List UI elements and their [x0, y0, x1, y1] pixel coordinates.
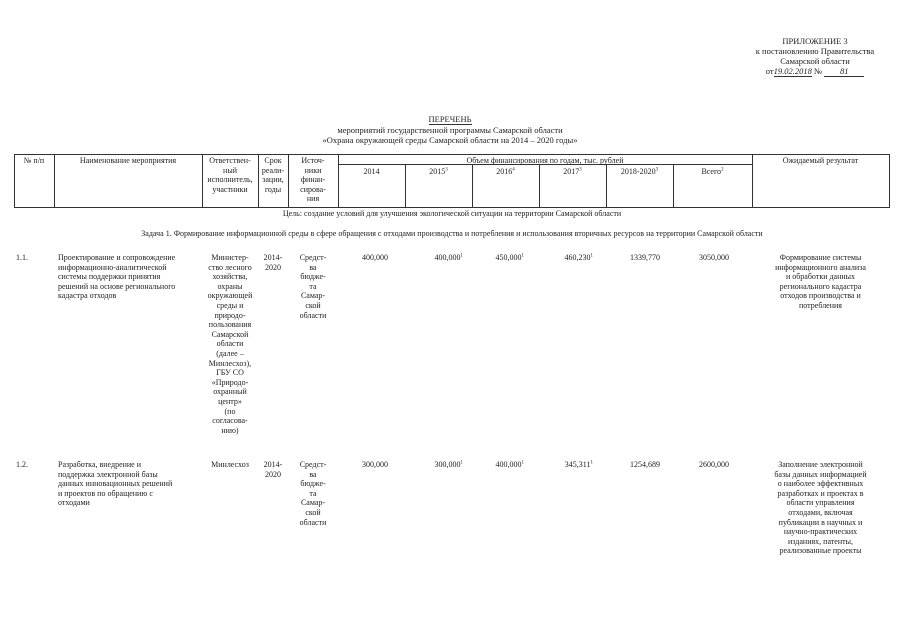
- source-line: ва: [309, 262, 317, 272]
- value-2017: [539, 460, 593, 470]
- resp-line: охраны: [217, 281, 243, 291]
- appendix-line2: Самарской области: [780, 56, 850, 66]
- value-2014: [338, 253, 388, 263]
- appendix-block: [735, 36, 895, 77]
- footnote-mark: 1: [521, 253, 524, 259]
- name-line: решений на основе регионального: [58, 281, 176, 291]
- resp-line: ство лесного: [208, 262, 252, 272]
- source-line: ской: [305, 507, 321, 517]
- source-line: Средст-: [299, 460, 327, 469]
- footnote-mark: 1: [590, 460, 593, 466]
- year-label: 2014: [363, 167, 380, 176]
- source-line: ва: [309, 469, 317, 479]
- row-responsible: [202, 253, 258, 435]
- name-line: кадастра отходов: [58, 291, 117, 301]
- header-term-l2: зации,: [262, 175, 284, 185]
- name-line: поддержка электронной базы: [58, 469, 158, 479]
- footnote-mark: 2: [721, 167, 724, 173]
- header-num: № п/п: [23, 156, 45, 165]
- header-year-total: [673, 167, 752, 177]
- result-line: информационного анализа: [775, 262, 866, 272]
- value-text: 2600,000: [699, 460, 729, 469]
- goal-line: Цель: создание условий для улучшения экологической ситуации на территории Самарской области: [282, 209, 622, 218]
- value-2016: [472, 253, 524, 263]
- appendix-date-line: [735, 66, 895, 77]
- row-num: 1.1.: [16, 253, 28, 262]
- date-value: 19.02.2018: [773, 66, 812, 76]
- header-name: Наименование мероприятия: [79, 156, 177, 165]
- header-responsible-l0: Ответствен-: [209, 156, 251, 165]
- resp-line: природо-: [214, 310, 246, 320]
- footnote-mark: 1: [460, 253, 463, 259]
- value-2017: [539, 253, 593, 263]
- source-line: области: [299, 517, 327, 527]
- header-funding: Объем финансирования по годам, тыс. рублей: [466, 156, 624, 165]
- term-line: 2020: [265, 262, 281, 272]
- value-text: 400,000: [495, 460, 522, 469]
- source-line: та: [309, 488, 317, 498]
- resp-line: окружающей: [207, 291, 253, 301]
- row-term: [258, 460, 288, 479]
- header-year-2016: [472, 167, 539, 177]
- result-line: реализованные проекты: [779, 546, 862, 556]
- footnote-mark: 1: [521, 460, 524, 466]
- header-responsible-l3: участники: [212, 184, 248, 194]
- resp-line: Самарской: [211, 329, 249, 339]
- header-source-l0: Источ-: [301, 156, 325, 165]
- value-2018-2020: [606, 460, 660, 470]
- header-year-2017: [539, 167, 606, 177]
- header-source-l2: финан-: [300, 175, 326, 185]
- title-line2: «Охрана окружающей среды Самарской области на 2014 – 2020 годы»: [322, 135, 578, 145]
- result-line: и обработки данных: [785, 272, 856, 282]
- resp-line: (по: [224, 406, 236, 416]
- term-line: 2020: [265, 469, 281, 479]
- value-text: 3050,000: [699, 253, 729, 262]
- footnote-mark: 4: [512, 167, 515, 173]
- footnote-mark: 3: [445, 167, 448, 173]
- header-source-l1: ники: [304, 165, 322, 175]
- header-source-l3: сирова-: [300, 184, 326, 194]
- resp-line: Минлесхоз),: [208, 358, 252, 368]
- resp-line: ГБУ СО: [216, 368, 244, 378]
- value-total: [673, 253, 729, 263]
- source-line: ской: [305, 300, 321, 310]
- resp-line: области: [216, 339, 244, 349]
- row-term: [258, 253, 288, 272]
- resp-line: «Природо-: [211, 377, 249, 387]
- value-2015: [405, 253, 463, 263]
- header-result: Ожидаемый результат: [782, 156, 859, 165]
- source-line: бюдже-: [300, 272, 326, 282]
- source-line: Самар-: [300, 291, 326, 301]
- result-line: области управления: [786, 498, 855, 508]
- name-line: данных инновационных решений: [58, 479, 173, 489]
- row-result: [752, 460, 889, 556]
- row-source: [288, 253, 338, 320]
- row-result: [752, 253, 889, 311]
- header-term-l0: Срок: [264, 156, 282, 165]
- result-line: потребления: [799, 300, 842, 310]
- header-year-2014: [338, 167, 405, 177]
- header-source: [288, 156, 338, 204]
- value-text: 300,000: [434, 460, 461, 469]
- number-label: №: [813, 66, 823, 76]
- year-label: 2016: [496, 167, 513, 176]
- resp-line: Министер-: [211, 253, 249, 262]
- header-responsible-l1: ный: [223, 165, 237, 175]
- row-num: 1.2.: [16, 460, 28, 469]
- name-line: Проектирование и сопровождение: [58, 253, 176, 262]
- result-line: Формирование системы: [779, 253, 862, 262]
- title-heading: ПЕРЕЧЕНЬ: [428, 114, 472, 124]
- row-responsible: [202, 460, 258, 470]
- footnote-mark: 3: [579, 167, 582, 173]
- value-text: 460,230: [564, 253, 591, 262]
- result-line: разработках и проектах в: [777, 488, 864, 498]
- title-line1: мероприятий государственной программы Самарской области: [337, 125, 563, 135]
- resp-line: среды и: [216, 300, 244, 310]
- name-line: системы поддержки принятия: [58, 272, 161, 282]
- header-year-2015: [405, 167, 472, 177]
- resp-line: нию): [221, 425, 239, 435]
- value-text: 1339,770: [630, 253, 660, 262]
- name-line: и проектов по обращению с: [58, 488, 153, 498]
- header-source-l4: ния: [306, 194, 320, 204]
- header-term: [258, 156, 288, 194]
- result-line: публикации в научных и: [778, 517, 863, 527]
- value-text: 450,000: [495, 253, 522, 262]
- value-text: 400,000: [362, 253, 388, 262]
- source-line: Средст-: [299, 253, 327, 262]
- result-line: изданиях, патенты,: [788, 536, 853, 546]
- value-2018-2020: [606, 253, 660, 263]
- row-source: [288, 460, 338, 527]
- value-2014: [338, 460, 388, 470]
- number-value: 81: [824, 66, 864, 77]
- resp-line: (далее –: [216, 348, 244, 358]
- source-line: та: [309, 281, 317, 291]
- result-line: о наиболее эффективных: [777, 479, 864, 489]
- resp-line: пользования: [208, 320, 252, 330]
- result-line: Заполнение электронной: [778, 460, 863, 469]
- appendix-line1: к постановлению Правительства: [755, 46, 875, 56]
- result-line: регионального кадастра: [779, 281, 862, 291]
- header-year-2018-2020: [606, 167, 673, 177]
- year-label: Всего: [701, 167, 722, 176]
- term-line: 2014-: [263, 253, 283, 262]
- value-2015: [405, 460, 463, 470]
- source-line: Самар-: [300, 498, 326, 508]
- source-line: бюдже-: [300, 479, 326, 489]
- row-name: [58, 460, 202, 508]
- footnote-mark: 3: [655, 167, 659, 173]
- value-text: 345,311: [564, 460, 591, 469]
- footnote-mark: 1: [590, 253, 593, 259]
- resp-line: Минлесхоз: [211, 460, 249, 469]
- header-responsible: [202, 156, 258, 194]
- resp-line: охранный: [213, 387, 247, 397]
- year-label: 2018-2020: [620, 167, 656, 176]
- term-line: 2014-: [263, 460, 283, 469]
- value-2016: [472, 460, 524, 470]
- resp-line: хозяйства,: [212, 272, 248, 282]
- year-label: 2017: [563, 167, 580, 176]
- date-prefix: от: [765, 66, 774, 76]
- task-line: Задача 1. Формирование информационной среды в сфере обращения с отходами производства и потребления и использования вторичных ресурсов на территории Самарской области: [141, 229, 763, 238]
- value-text: 400,000: [434, 253, 461, 262]
- header-term-l3: годы: [264, 184, 282, 194]
- header-term-l1: реали-: [261, 165, 285, 175]
- value-total: [673, 460, 729, 470]
- appendix-title: ПРИЛОЖЕНИЕ 3: [782, 36, 848, 46]
- source-line: области: [299, 310, 327, 320]
- name-line: Разработка, внедрение и: [58, 460, 142, 469]
- value-text: 300,000: [362, 460, 388, 469]
- header-responsible-l2: исполнитель,: [207, 175, 253, 185]
- name-line: информационно-аналитической: [58, 262, 167, 272]
- resp-line: центр»: [218, 396, 242, 406]
- resp-line: согласова-: [212, 416, 248, 426]
- value-text: 1254,689: [630, 460, 660, 469]
- result-line: базы данных информацией: [774, 469, 867, 479]
- result-line: научно-практических: [783, 527, 858, 537]
- name-line: отходами: [58, 498, 90, 508]
- year-label: 2015: [429, 167, 446, 176]
- result-line: отходами, включая: [788, 507, 853, 517]
- result-line: отходов производства и: [780, 291, 861, 301]
- footnote-mark: 1: [460, 460, 463, 466]
- document-title: [240, 114, 660, 145]
- row-name: [58, 253, 202, 301]
